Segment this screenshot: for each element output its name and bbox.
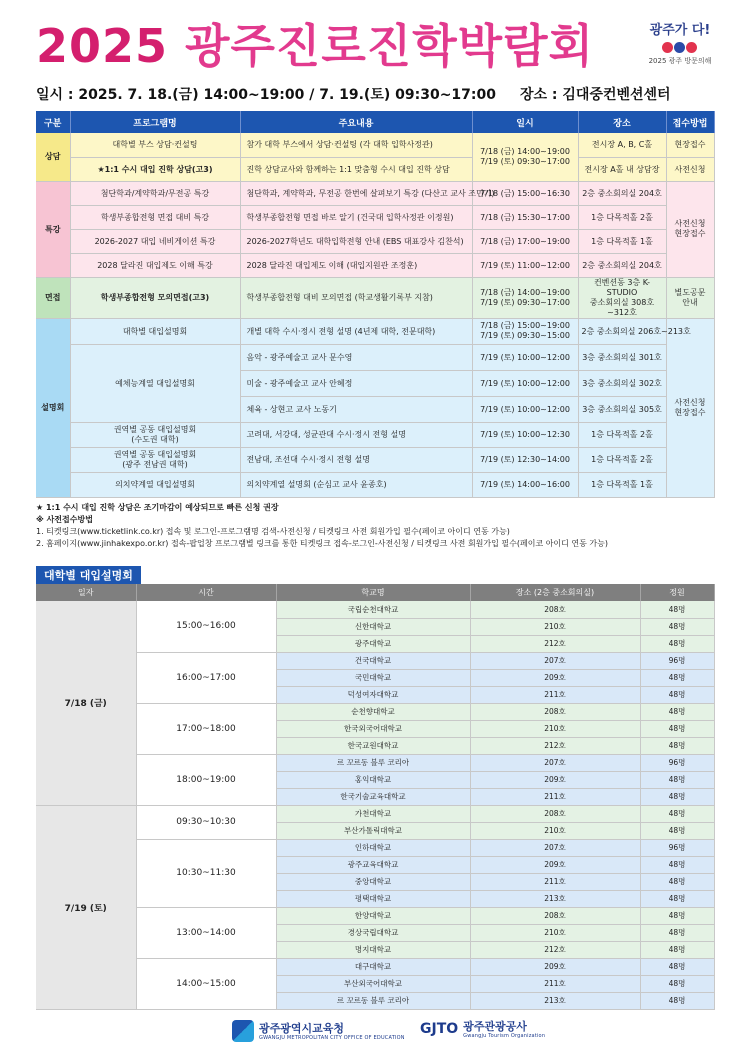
session-time: 18:00~19:00 — [136, 754, 276, 805]
program-content: 2026-2027학년도 대학입학전형 안내 (EBS 대표강사 김찬석) — [240, 229, 472, 253]
table-row — [36, 253, 714, 277]
program-date: 7/18 (금) 15:00~16:30 — [472, 181, 578, 205]
table-row — [36, 472, 714, 497]
program-date: 7/19 (토) 11:00~12:00 — [472, 253, 578, 277]
program-place: 컨벤션동 3층 K-STUDIO 중소회의실 308호~312호 — [578, 277, 666, 318]
room-number: 210호 — [470, 924, 640, 941]
schedule-info: 일시 : 2025. 7. 18.(금) 14:00~19:00 / 7. 19.(토) 09:30~17:00 — [36, 87, 496, 103]
org2-mark: GJTO — [420, 1021, 459, 1037]
school-name: 광주대학교 — [276, 635, 470, 652]
program-content: 음악 - 광주예술고 교사 문수영 — [240, 344, 472, 370]
room-number: 211호 — [470, 873, 640, 890]
program-place: 3층 중소회의실 301호 — [578, 344, 666, 370]
program-date: 7/19 (토) 14:00~16:00 — [472, 472, 578, 497]
session-time: 14:00~15:00 — [136, 958, 276, 1009]
org1-sub: GWANGJU METROPOLITAN CITY OFFICE OF EDUCATION — [259, 1034, 405, 1041]
apply-method-1: 1. 티켓링크(www.ticketlink.co.kr) 접속 및 로그인-프로그램명 검색-사전신청 / 티켓링크 사전 회원가입 필수(페이코 아이디 연동 가능) — [36, 527, 510, 536]
program-date: 7/18 (금) 15:00~19:00 7/19 (토) 09:30~15:00 — [472, 318, 578, 344]
univ-row — [36, 907, 714, 924]
capacity: 48명 — [640, 907, 714, 924]
capacity: 48명 — [640, 992, 714, 1009]
program-content: 고려대, 서강대, 성균관대 수시·정시 전형 설명 — [240, 422, 472, 447]
univ-row — [36, 703, 714, 720]
program-name: 첨단학과/계약학과/무전공 특강 — [70, 181, 240, 205]
program-place: 2층 중소회의실 206호~213호 — [578, 318, 666, 344]
footer — [0, 1016, 750, 1056]
session-time: 17:00~18:00 — [136, 703, 276, 754]
school-name: 명지대학교 — [276, 941, 470, 958]
program-apply: 별도공문 안내 — [666, 277, 714, 318]
room-number: 207호 — [470, 754, 640, 771]
session-time: 16:00~17:00 — [136, 652, 276, 703]
org1-name: 광주광역시교육청 — [259, 1021, 345, 1035]
footer-org-education — [232, 1020, 405, 1042]
capacity: 48명 — [640, 669, 714, 686]
school-name: 신한대학교 — [276, 618, 470, 635]
apply-method-2: 2. 홈페이지(www.jinhakexpo.or.kr) 접속-팝업창 프로그램별 링크를 통한 티켓링크 접속-로그인-사전신청 / 티켓링크 사전 회원가입 필수(페이코 아이디 연동 가능) — [36, 539, 609, 548]
logo-text: 광주가 다! — [649, 23, 711, 38]
col-day: 일자 — [36, 584, 136, 601]
session-time: 10:30~11:30 — [136, 839, 276, 907]
room-number: 210호 — [470, 618, 640, 635]
program-date: 7/19 (토) 10:00~12:00 — [472, 396, 578, 422]
table-row — [36, 133, 714, 157]
table-row — [36, 181, 714, 205]
program-place: 2층 중소회의실 204호 — [578, 253, 666, 277]
page-title — [36, 18, 594, 74]
col-school: 학교명 — [276, 584, 470, 601]
room-number: 209호 — [470, 958, 640, 975]
program-content: 전남대, 조선대 수시·정시 전형 설명 — [240, 447, 472, 472]
program-place: 전시장 A, B, C홀 — [578, 133, 666, 157]
capacity: 48명 — [640, 941, 714, 958]
program-name-bold: 학생부종합전형 모의면접(고3) — [100, 293, 210, 302]
school-name: 한양대학교 — [276, 907, 470, 924]
capacity: 48명 — [640, 703, 714, 720]
logo-subtext: 2025 광주 방문의해 — [648, 57, 712, 65]
table-row — [36, 422, 714, 447]
room-number: 208호 — [470, 805, 640, 822]
room-number: 209호 — [470, 856, 640, 873]
program-content: 미술 - 광주예술고 교사 안혜정 — [240, 370, 472, 396]
table-row — [36, 277, 714, 318]
capacity: 48명 — [640, 975, 714, 992]
apply-method-title: ※ 사전접수방법 — [36, 515, 93, 524]
col-time: 시간 — [136, 584, 276, 601]
org2-sub: Gwangju Tourism Organization — [463, 1033, 546, 1039]
program-apply: 사전신청 — [666, 157, 714, 181]
univ-table-header — [36, 584, 714, 601]
category-special: 특강 — [36, 181, 70, 277]
col-program: 프로그램명 — [70, 111, 240, 133]
room-number: 207호 — [470, 652, 640, 669]
program-content: 진학 상담교사와 함께하는 1:1 맞춤형 수시 대입 진학 상담 — [240, 157, 472, 181]
school-name: 르 꼬르동 블루 코리아 — [276, 754, 470, 771]
capacity: 48명 — [640, 771, 714, 788]
program-name-bold: ★1:1 수시 대입 진학 상담(고3) — [97, 164, 213, 174]
program-name: 2026-2027 대입 네비게이션 특강 — [70, 229, 240, 253]
school-name: 국립순천대학교 — [276, 601, 470, 618]
program-place: 3층 중소회의실 302호 — [578, 370, 666, 396]
program-content: 첨단학과, 계약학과, 무전공 한번에 살펴보기 특강 (다산고 교사 조민기) — [240, 181, 472, 205]
univ-row — [36, 601, 714, 618]
title-year: 2025 — [36, 19, 169, 73]
program-name: 대학별 대입설명회 — [70, 318, 240, 344]
capacity: 48명 — [640, 873, 714, 890]
table-row — [36, 157, 714, 181]
program-place: 2층 중소회의실 204호 — [578, 181, 666, 205]
capacity: 96명 — [640, 839, 714, 856]
room-number: 211호 — [470, 686, 640, 703]
program-content: 의치약계열 설명회 (순심고 교사 윤종호) — [240, 472, 472, 497]
col-capacity: 정원 — [640, 584, 714, 601]
school-name: 경상국립대학교 — [276, 924, 470, 941]
program-date: 7/19 (토) 10:00~12:00 — [472, 370, 578, 396]
table-row — [36, 447, 714, 472]
univ-row — [36, 754, 714, 771]
school-name: 건국대학교 — [276, 652, 470, 669]
school-name: 한국교원대학교 — [276, 737, 470, 754]
room-number: 212호 — [470, 941, 640, 958]
program-date: 7/18 (금) 15:30~17:00 — [472, 205, 578, 229]
capacity: 48명 — [640, 737, 714, 754]
category-briefing: 설명회 — [36, 318, 70, 497]
program-name — [70, 277, 240, 318]
notes — [36, 502, 608, 550]
category-consult: 상담 — [36, 133, 70, 181]
capacity: 48명 — [640, 924, 714, 941]
session-time: 13:00~14:00 — [136, 907, 276, 958]
program-date: 7/18 (금) 17:00~19:00 — [472, 229, 578, 253]
school-name: 광주교육대학교 — [276, 856, 470, 873]
col-apply: 접수방법 — [666, 111, 714, 133]
capacity: 48명 — [640, 805, 714, 822]
room-number: 211호 — [470, 975, 640, 992]
capacity: 48명 — [640, 958, 714, 975]
program-place: 3층 중소회의실 305호 — [578, 396, 666, 422]
col-category: 구분 — [36, 111, 70, 133]
program-place: 1층 다목적홀 2홀 — [578, 205, 666, 229]
capacity: 48명 — [640, 890, 714, 907]
program-content: 참가 대학 부스에서 상담·컨설팅 (각 대학 입학사정관) — [240, 133, 472, 157]
school-name: 르 꼬르동 블루 코리아 — [276, 992, 470, 1009]
school-name: 평택대학교 — [276, 890, 470, 907]
room-number: 208호 — [470, 601, 640, 618]
program-name: 권역별 공동 대입설명회 (광주 전남권 대학) — [70, 447, 240, 472]
room-number: 208호 — [470, 703, 640, 720]
program-content: 체육 - 상현고 교사 노동기 — [240, 396, 472, 422]
room-number: 209호 — [470, 771, 640, 788]
col-room: 장소 (2층 중소회의실) — [470, 584, 640, 601]
program-date: 7/19 (토) 10:00~12:00 — [472, 344, 578, 370]
school-name: 인하대학교 — [276, 839, 470, 856]
program-date: 7/19 (토) 10:00~12:30 — [472, 422, 578, 447]
table-row — [36, 318, 714, 344]
school-name: 대구대학교 — [276, 958, 470, 975]
room-number: 208호 — [470, 907, 640, 924]
school-name: 중앙대학교 — [276, 873, 470, 890]
program-content: 개별 대학 수시·정시 전형 설명 (4년제 대학, 전문대학) — [240, 318, 472, 344]
star-note: ★ 1:1 수시 대입 진학 상담은 조기마감이 예상되므로 빠른 신청 권장 — [36, 503, 279, 512]
title-text: 광주진로진학박람회 — [185, 19, 594, 73]
program-name: 2028 달라진 대입제도 이해 특강 — [70, 253, 240, 277]
program-apply: 사전신청 현장접수 — [666, 181, 714, 277]
program-content: 학생부종합전형 대비 모의면접 (학교생활기록부 지참) — [240, 277, 472, 318]
univ-row — [36, 958, 714, 975]
room-number: 212호 — [470, 737, 640, 754]
col-place: 장소 — [578, 111, 666, 133]
program-table-header — [36, 111, 714, 133]
program-place: 전시장 A홀 내 상담장 — [578, 157, 666, 181]
program-content: 학생부종합전형 면접 바로 알기 (건국대 입학사정관 이정원) — [240, 205, 472, 229]
program-place: 1층 다목적홀 1홀 — [578, 229, 666, 253]
program-apply: 현장접수 — [666, 133, 714, 157]
session-date: 7/19 (토) — [36, 805, 136, 1009]
room-number: 212호 — [470, 635, 640, 652]
education-office-logo-icon — [232, 1020, 254, 1042]
program-name: 대학별 부스 상담·컨설팅 — [70, 133, 240, 157]
program-table — [36, 111, 715, 498]
univ-row — [36, 652, 714, 669]
program-place: 1층 다목적홀 2홀 — [578, 447, 666, 472]
table-row — [36, 205, 714, 229]
program-content: 2028 달라진 대입제도 이해 (대입지원관 조정훈) — [240, 253, 472, 277]
room-number: 209호 — [470, 669, 640, 686]
capacity: 48명 — [640, 635, 714, 652]
univ-table — [36, 584, 715, 1010]
table-row — [36, 344, 714, 370]
school-name: 순천향대학교 — [276, 703, 470, 720]
program-name: 권역별 공동 대입설명회 (수도권 대학) — [70, 422, 240, 447]
venue-info: 장소 : 김대중컨벤션센터 — [520, 87, 671, 103]
capacity: 48명 — [640, 822, 714, 839]
room-number: 213호 — [470, 992, 640, 1009]
capacity: 48명 — [640, 618, 714, 635]
program-name: 학생부종합전형 면접 대비 특강 — [70, 205, 240, 229]
room-number: 210호 — [470, 720, 640, 737]
room-number: 207호 — [470, 839, 640, 856]
capacity: 48명 — [640, 856, 714, 873]
program-name: 의치약계열 대입설명회 — [70, 472, 240, 497]
category-interview: 면접 — [36, 277, 70, 318]
program-date: 7/18 (금) 14:00~19:00 7/19 (토) 09:30~17:00 — [472, 133, 578, 181]
room-number: 210호 — [470, 822, 640, 839]
program-date: 7/19 (토) 12:30~14:00 — [472, 447, 578, 472]
program-apply: 사전신청 현장접수 — [666, 318, 714, 497]
session-date: 7/18 (금) — [36, 601, 136, 805]
capacity: 48명 — [640, 601, 714, 618]
program-place: 1층 다목적홀 2홀 — [578, 422, 666, 447]
logo-dots-icon — [660, 42, 700, 54]
program-place: 1층 다목적홀 1홀 — [578, 472, 666, 497]
table-row — [36, 229, 714, 253]
school-name: 부산외국어대학교 — [276, 975, 470, 992]
school-name: 덕성여자대학교 — [276, 686, 470, 703]
capacity: 48명 — [640, 788, 714, 805]
school-name: 가천대학교 — [276, 805, 470, 822]
univ-row — [36, 805, 714, 822]
school-name: 한국외국어대학교 — [276, 720, 470, 737]
capacity: 96명 — [640, 652, 714, 669]
univ-row — [36, 839, 714, 856]
univ-section-title: 대학별 대입설명회 — [36, 566, 141, 586]
visit-year-logo — [640, 22, 720, 80]
session-time: 15:00~16:00 — [136, 601, 276, 652]
capacity: 48명 — [640, 686, 714, 703]
school-name: 홍익대학교 — [276, 771, 470, 788]
school-name: 한국기술교육대학교 — [276, 788, 470, 805]
program-name — [70, 157, 240, 181]
col-content: 주요내용 — [240, 111, 472, 133]
org2-name: 광주관광공사 — [463, 1020, 527, 1033]
school-name: 부산가톨릭대학교 — [276, 822, 470, 839]
footer-org-tourism — [420, 1020, 545, 1039]
capacity: 48명 — [640, 720, 714, 737]
room-number: 211호 — [470, 788, 640, 805]
program-date: 7/18 (금) 14:00~19:00 7/19 (토) 09:30~17:00 — [472, 277, 578, 318]
capacity: 96명 — [640, 754, 714, 771]
session-time: 09:30~10:30 — [136, 805, 276, 839]
room-number: 213호 — [470, 890, 640, 907]
col-date: 일시 — [472, 111, 578, 133]
program-name: 예체능계열 대입설명회 — [70, 344, 240, 422]
school-name: 국민대학교 — [276, 669, 470, 686]
